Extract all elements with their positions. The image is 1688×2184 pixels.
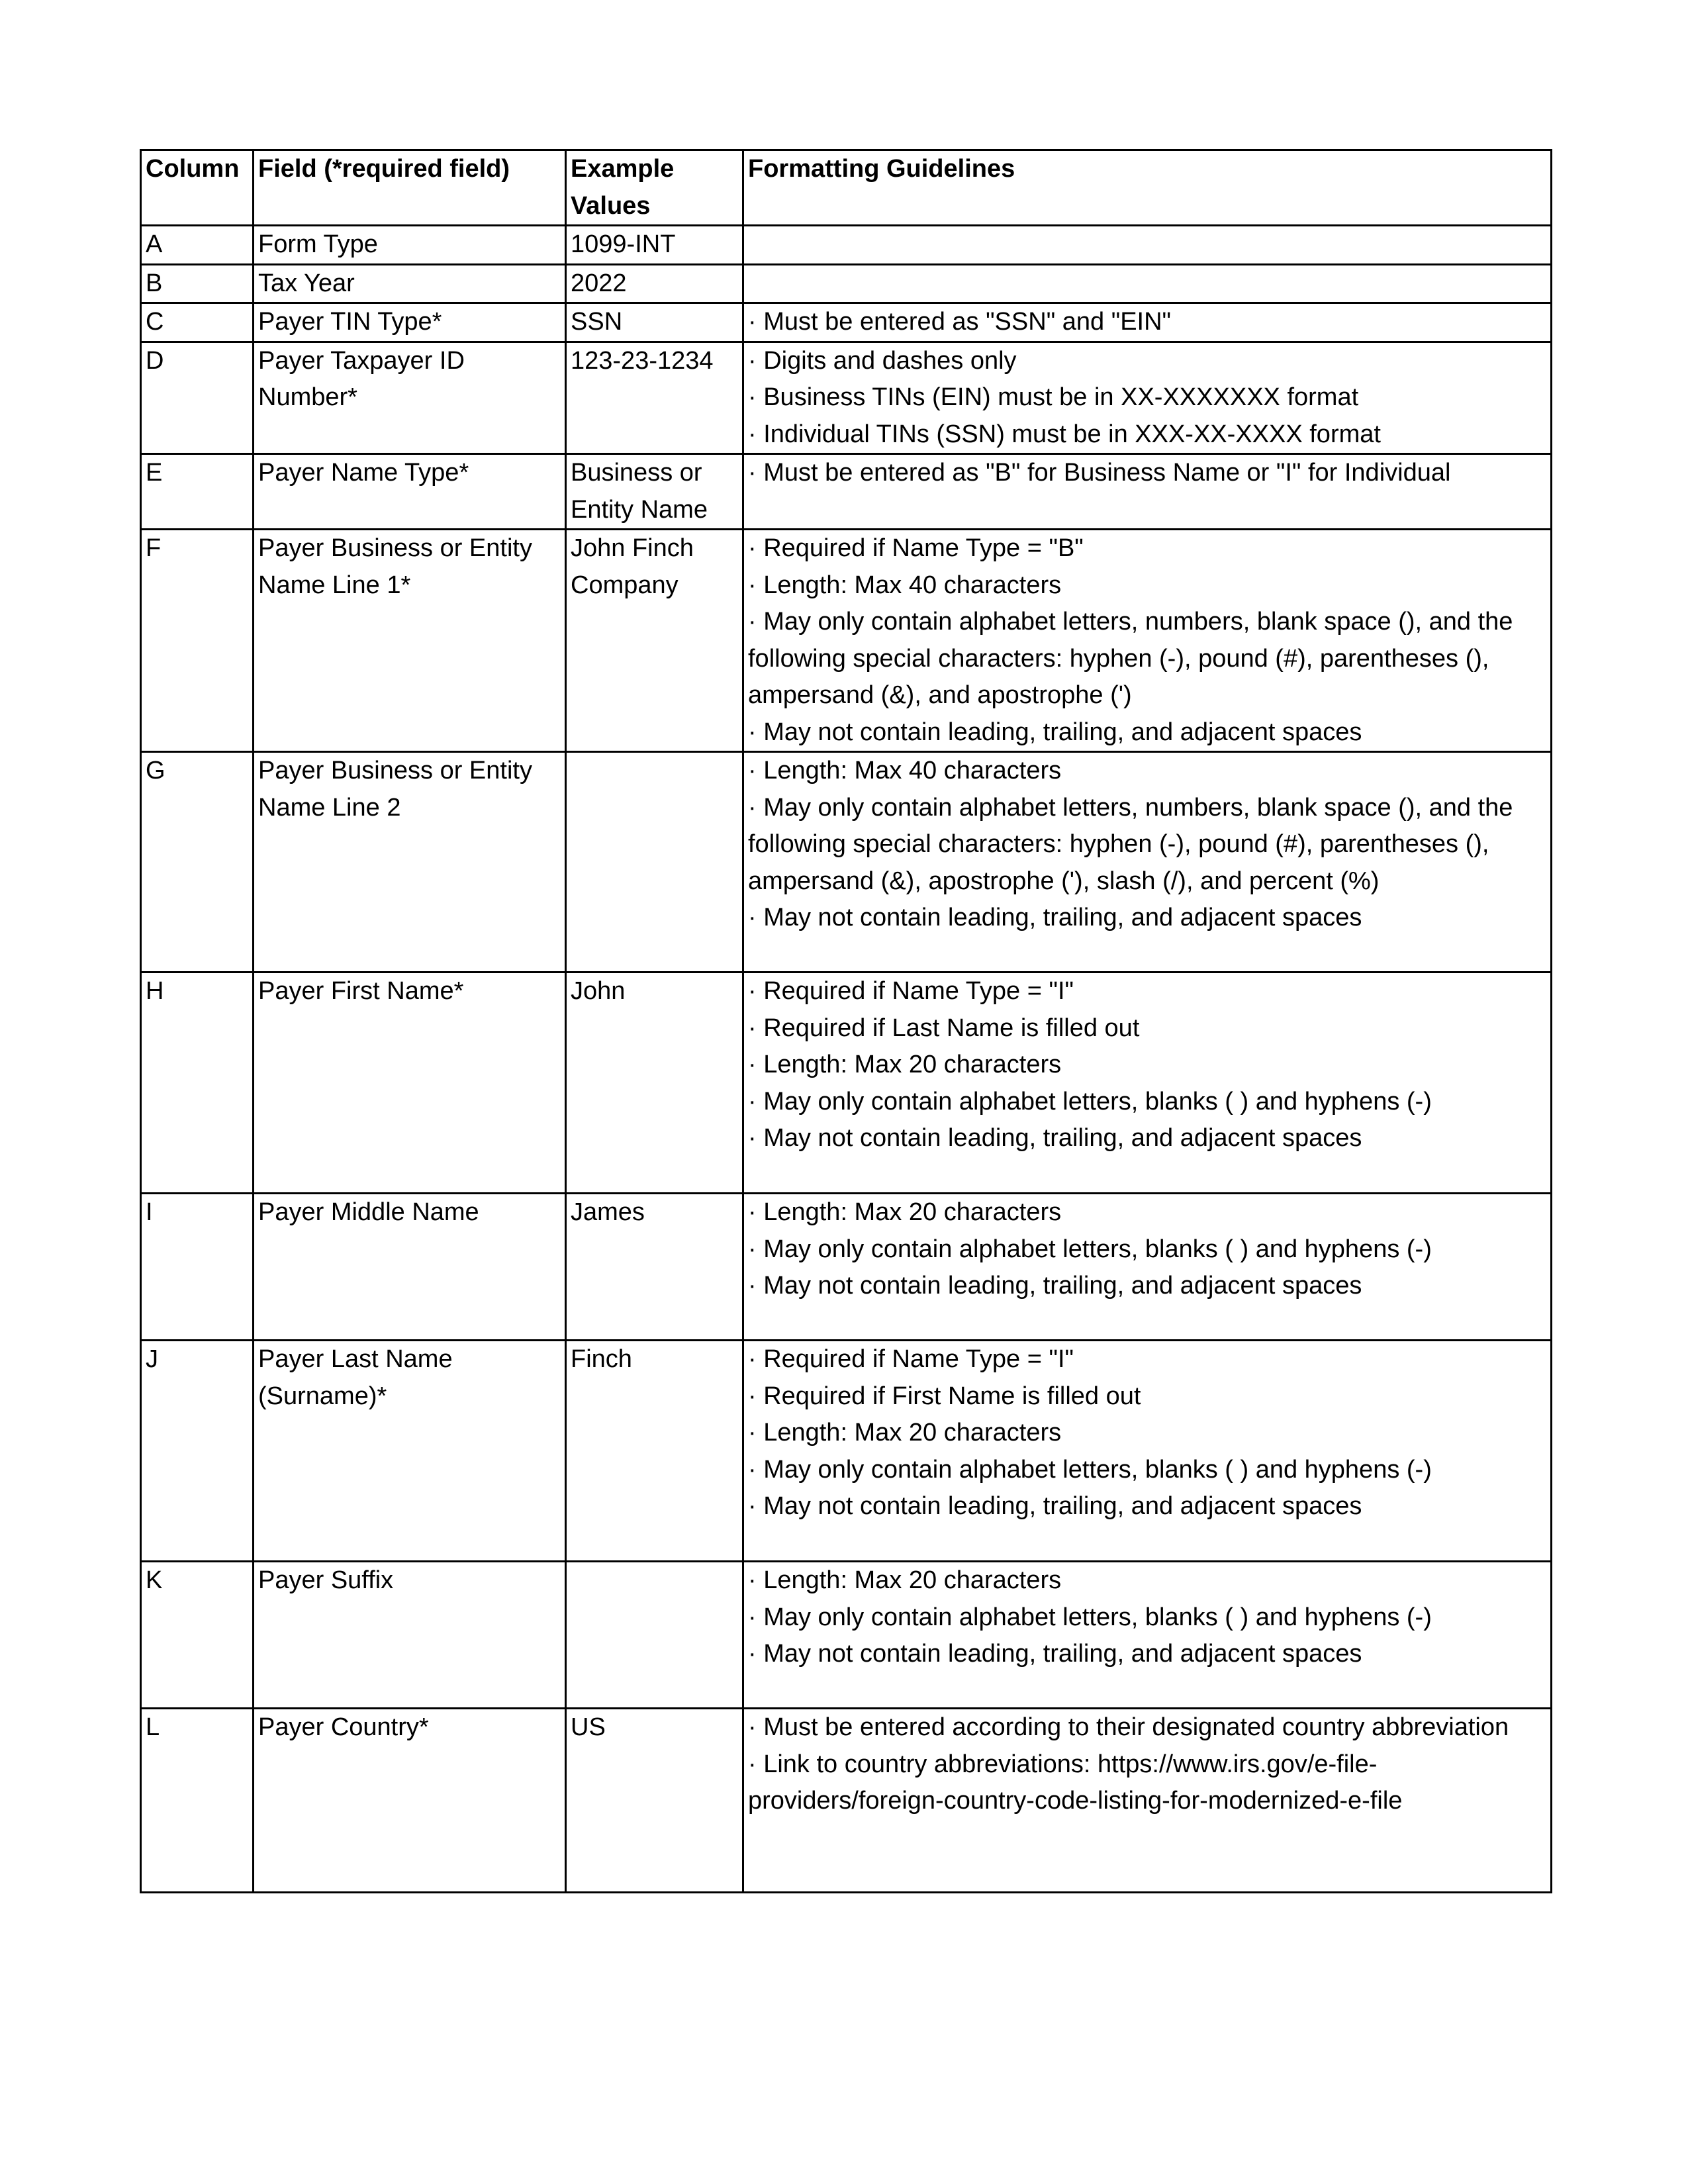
table-row: [141, 752, 1552, 973]
guideline-item: · Required if Name Type = "I": [748, 1345, 1074, 1373]
cell-example-value: John: [566, 973, 743, 1194]
table-row: [141, 454, 1552, 530]
cell-column-letter: A: [141, 226, 254, 265]
table-row: [141, 1341, 1552, 1562]
guideline-item: · May only contain alphabet letters, blanks ( ) and hyphens (-): [748, 1235, 1432, 1263]
table-row: [141, 1709, 1552, 1893]
header-row: [141, 150, 1552, 226]
cell-column-letter: D: [141, 342, 254, 454]
cell-formatting-guidelines: [743, 1194, 1552, 1341]
cell-formatting-guidelines: [743, 303, 1552, 342]
header-field: Field (*required field): [254, 150, 566, 226]
header-example-values: Example Values: [566, 150, 743, 226]
cell-formatting-guidelines: [743, 752, 1552, 973]
header-formatting-guidelines: Formatting Guidelines: [743, 150, 1552, 226]
cell-formatting-guidelines: [743, 1562, 1552, 1709]
cell-column-letter: B: [141, 264, 254, 303]
cell-formatting-guidelines: [743, 226, 1552, 265]
guideline-item: · Length: Max 20 characters: [748, 1419, 1062, 1447]
guideline-item: · May only contain alphabet letters, blanks ( ) and hyphens (-): [748, 1087, 1432, 1116]
cell-column-letter: F: [141, 530, 254, 752]
guideline-item: · Must be entered as "B" for Business Name or "I" for Individual: [748, 459, 1451, 487]
guideline-item: · Required if First Name is filled out: [748, 1382, 1141, 1410]
guideline-item: · Must be entered as "SSN" and "EIN": [748, 308, 1172, 336]
cell-example-value: Business or Entity Name: [566, 454, 743, 530]
cell-example-value: Finch: [566, 1341, 743, 1562]
cell-field-name: Payer Country*: [254, 1709, 566, 1893]
cell-field-name: Payer Suffix: [254, 1562, 566, 1709]
cell-field-name: Payer Name Type*: [254, 454, 566, 530]
guideline-item: · May not contain leading, trailing, and adjacent spaces: [748, 718, 1362, 746]
cell-column-letter: C: [141, 303, 254, 342]
guideline-item: · Required if Last Name is filled out: [748, 1014, 1140, 1042]
cell-column-letter: K: [141, 1562, 254, 1709]
cell-formatting-guidelines: [743, 264, 1552, 303]
cell-formatting-guidelines: [743, 342, 1552, 454]
table-header: [141, 150, 1552, 226]
table-row: [141, 1194, 1552, 1341]
guideline-item: · Business TINs (EIN) must be in XX-XXXXXXX format: [748, 383, 1359, 411]
guideline-item: · May not contain leading, trailing, and adjacent spaces: [748, 904, 1362, 931]
guideline-item: · Link to country abbreviations: https://www.irs.gov/e-file-providers/foreign-country-code-listing-for-modernized-e-file: [748, 1750, 1403, 1815]
cell-field-name: Form Type: [254, 226, 566, 265]
cell-example-value: 2022: [566, 264, 743, 303]
guideline-item: · Individual TINs (SSN) must be in XXX-XX-XXXX format: [748, 420, 1381, 448]
cell-example-value: John Finch Company: [566, 530, 743, 752]
guideline-item: · Length: Max 40 characters: [748, 571, 1062, 599]
cell-field-name: Payer Business or Entity Name Line 1*: [254, 530, 566, 752]
cell-column-letter: G: [141, 752, 254, 973]
table-row: [141, 264, 1552, 303]
guideline-item: · Length: Max 20 characters: [748, 1198, 1062, 1226]
guideline-item: · May not contain leading, trailing, and adjacent spaces: [748, 1124, 1362, 1152]
cell-column-letter: E: [141, 454, 254, 530]
cell-formatting-guidelines: [743, 1709, 1552, 1893]
guideline-item: · Must be entered according to their designated country abbreviation: [748, 1713, 1509, 1741]
guideline-item: · Length: Max 20 characters: [748, 1051, 1062, 1078]
cell-field-name: Payer Last Name (Surname)*: [254, 1341, 566, 1562]
table-row: [141, 530, 1552, 752]
cell-field-name: Payer Middle Name: [254, 1194, 566, 1341]
cell-field-name: Tax Year: [254, 264, 566, 303]
guideline-item: · May not contain leading, trailing, and adjacent spaces: [748, 1492, 1362, 1520]
cell-example-value: James: [566, 1194, 743, 1341]
cell-field-name: Payer TIN Type*: [254, 303, 566, 342]
cell-field-name: Payer First Name*: [254, 973, 566, 1194]
cell-column-letter: J: [141, 1341, 254, 1562]
cell-formatting-guidelines: [743, 530, 1552, 752]
guideline-item: · Length: Max 40 characters: [748, 757, 1062, 784]
guideline-item: · May only contain alphabet letters, numbers, blank space (), and the following special characters: hyphen (-), pound (#), parentheses (), ampersand (&), and apostrophe ('): [748, 608, 1513, 709]
table-body: [141, 226, 1552, 1893]
guideline-item: · May only contain alphabet letters, numbers, blank space (), and the following special characters: hyphen (-), pound (#), parentheses (), ampersand (&), apostrophe ('), slash (/), and percent (%): [748, 793, 1513, 895]
cell-column-letter: H: [141, 973, 254, 1194]
table-row: [141, 342, 1552, 454]
cell-example-value: 1099-INT: [566, 226, 743, 265]
guideline-item: · Digits and dashes only: [748, 346, 1017, 375]
cell-column-letter: L: [141, 1709, 254, 1893]
cell-field-name: Payer Business or Entity Name Line 2: [254, 752, 566, 973]
cell-column-letter: I: [141, 1194, 254, 1341]
guideline-item: · May only contain alphabet letters, blanks ( ) and hyphens (-): [748, 1455, 1432, 1484]
guideline-item: · May not contain leading, trailing, and adjacent spaces: [748, 1272, 1362, 1300]
table-row: [141, 303, 1552, 342]
guideline-item: · May only contain alphabet letters, blanks ( ) and hyphens (-): [748, 1603, 1432, 1631]
table-row: [141, 226, 1552, 265]
table-row: [141, 1562, 1552, 1709]
cell-example-value: 123-23-1234: [566, 342, 743, 454]
cell-example-value: SSN: [566, 303, 743, 342]
guideline-item: · Length: Max 20 characters: [748, 1566, 1062, 1594]
cell-formatting-guidelines: [743, 454, 1552, 530]
cell-formatting-guidelines: [743, 973, 1552, 1194]
guideline-item: · May not contain leading, trailing, and adjacent spaces: [748, 1640, 1362, 1668]
table-row: [141, 973, 1552, 1194]
cell-field-name: Payer Taxpayer ID Number*: [254, 342, 566, 454]
cell-example-value: [566, 1562, 743, 1709]
guideline-item: · Required if Name Type = "B": [748, 534, 1084, 562]
cell-formatting-guidelines: [743, 1341, 1552, 1562]
guideline-item: · Required if Name Type = "I": [748, 977, 1074, 1005]
field-spec-table: [140, 149, 1552, 1893]
cell-example-value: [566, 752, 743, 973]
header-column: Column: [141, 150, 254, 226]
cell-example-value: US: [566, 1709, 743, 1893]
